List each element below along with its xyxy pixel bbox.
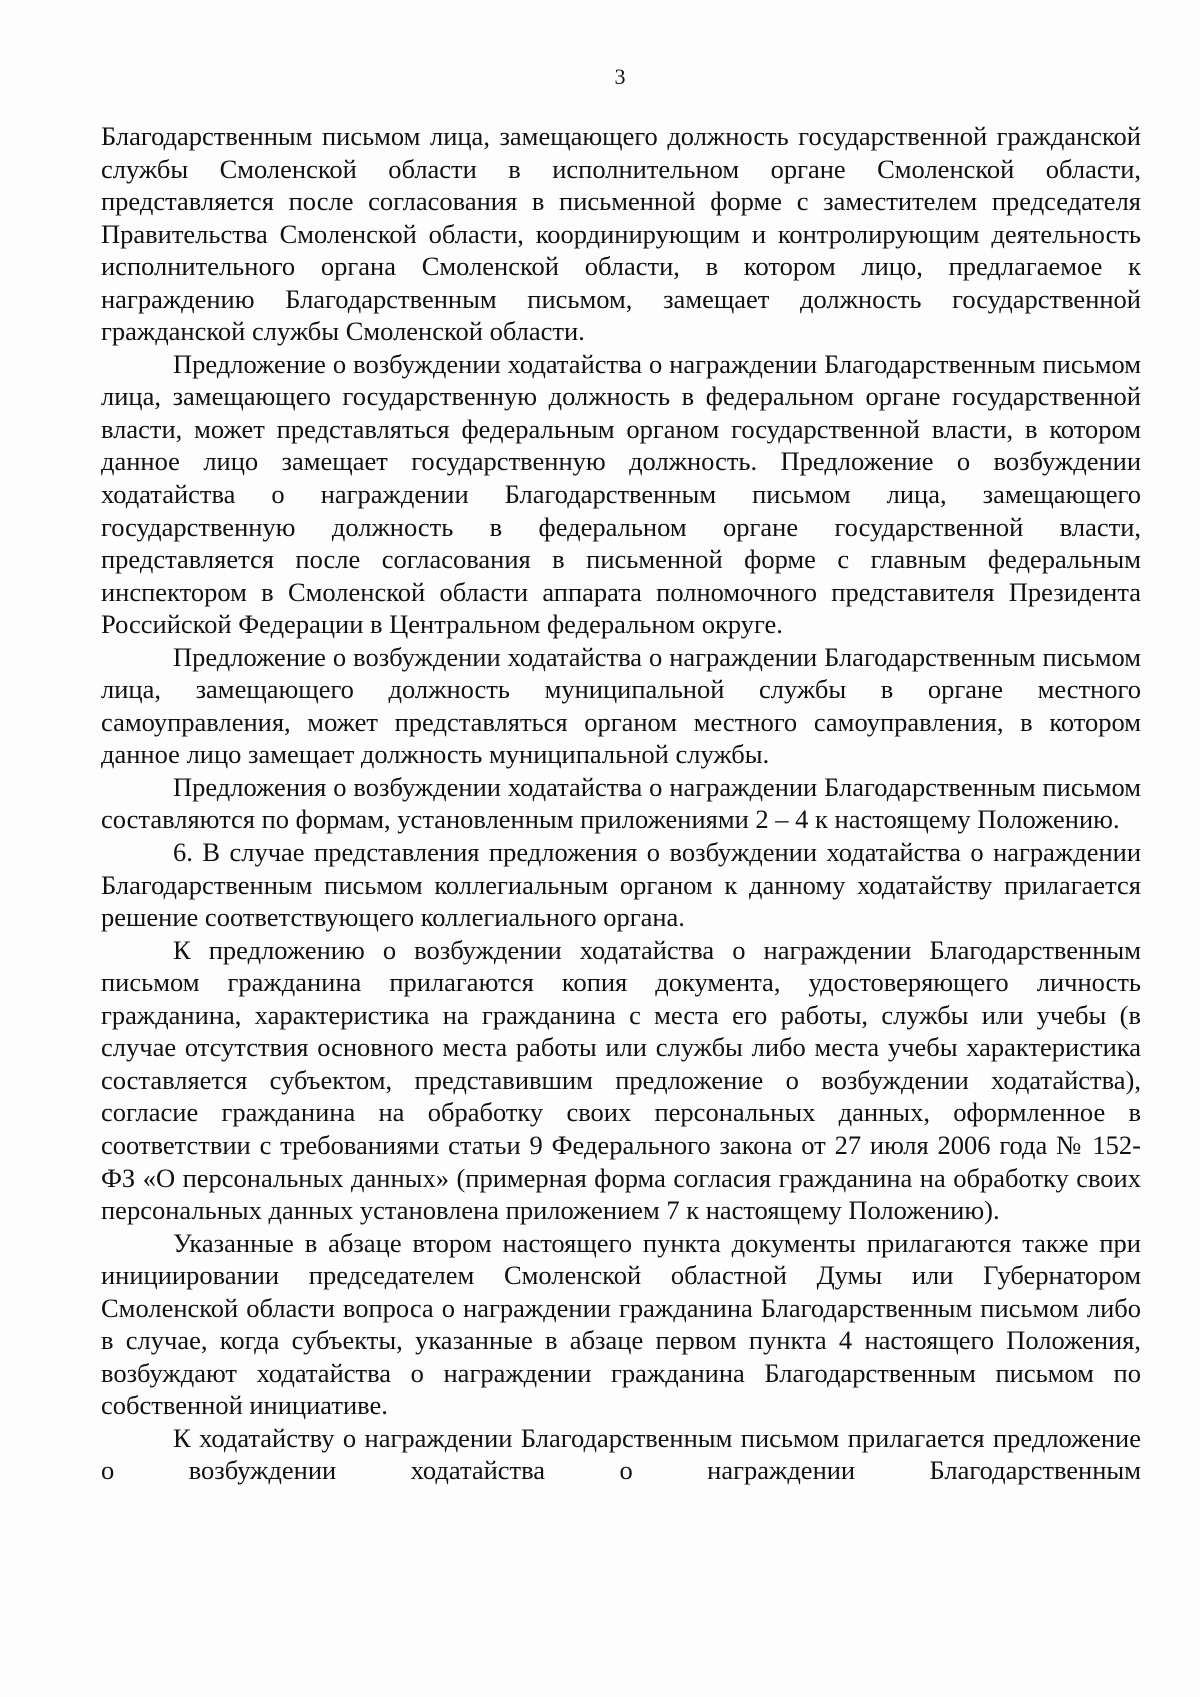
document-body	[101, 120, 1141, 1487]
paragraph: Предложение о возбуждении ходатайства о награждении Благодарственным письмом лица, замещающего должность муниципальной службы в органе местного самоуправления, может представляться органом местного самоуправления, в котором данное лицо замещает должность муниципальной службы.	[101, 641, 1141, 770]
paragraph: К ходатайству о награждении Благодарственным письмом прилагается предложение о возбуждении ходатайства о награждении Благодарственным	[101, 1422, 1141, 1486]
paragraph: 6. В случае представления предложения о возбуждении ходатайства о награждении Благодарственным письмом коллегиальным органом к данному ходатайству прилагается решение соответствующего коллегиального органа.	[101, 837, 1141, 933]
paragraph: К предложению о возбуждении ходатайства о награждении Благодарственным письмом гражданина прилагаются копия документа, удостоверяющего личность гражданина, характеристика на гражданина с места его работы, службы или учебы (в случае отсутствия основного места работы или службы либо места учебы характеристика составляется субъектом, представившим предложение о возбуждении ходатайства), согласие гражданина на обработку своих персональных данных, оформленное в соответствии с требованиями статьи 9 Федерального закона от 27 июля 2006 года № 152-ФЗ «О персональных данных» (примерная форма согласия гражданина на обработку своих персональных данных установлена приложением 7 к настоящему Положению).	[101, 934, 1141, 1226]
page-number: 3	[614, 64, 626, 89]
paragraph: Предложения о возбуждении ходатайства о награждении Благодарственным письмом составляются по формам, установленным приложениями 2 – 4 к настоящему Положению.	[101, 771, 1141, 835]
paragraph: Указанные в абзаце втором настоящего пункта документы прилагаются также при инициировании председателем Смоленской областной Думы или Губернатором Смоленской области вопроса о награждении гражданина Благодарственным письмом либо в случае, когда субъекты, указанные в абзаце первом пункта 4 настоящего Положения, возбуждают ходатайства о награждении гражданина Благодарственным письмом по собственной инициативе.	[101, 1227, 1141, 1421]
paragraph: Благодарственным письмом лица, замещающего должность государственной гражданской службы Смоленской области в исполнительном органе Смоленской области, представляется после согласования в письменной форме с заместителем председателя Правительства Смоленской области, координирующим и контролирующим деятельность исполнительного органа Смоленской области, в котором лицо, предлагаемое к награждению Благодарственным письмом, замещает должность государственной гражданской службы Смоленской области.	[101, 121, 1141, 347]
paragraph: Предложение о возбуждении ходатайства о награждении Благодарственным письмом лица, замещающего государственную должность в федеральном органе государственной власти, может представляться федеральным органом государственной власти, в котором данное лицо замещает государственную должность. Предложение о возбуждении ходатайства о награждении Благодарственным письмом лица, замещающего государственную должность в федеральном органе государственной власти, представляется после согласования в письменной форме с главным федеральным инспектором в Смоленской области аппарата полномочного представителя Президента Российской Федерации в Центральном федеральном округе.	[101, 348, 1141, 640]
